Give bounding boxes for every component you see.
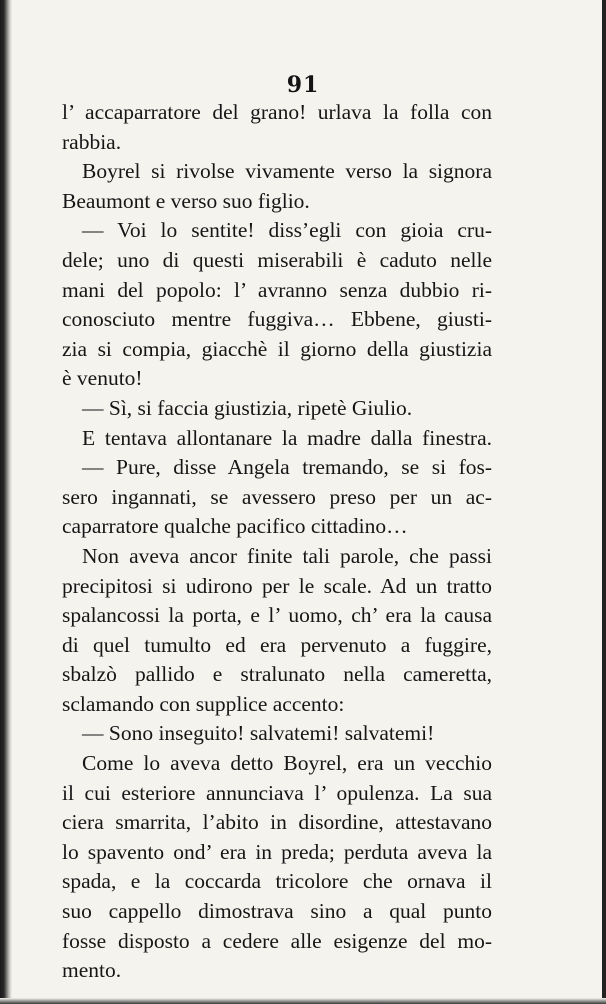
text-line: Boyrel si rivolse vivamente verso la signora: [82, 159, 492, 184]
text-line: mento.: [62, 958, 122, 983]
text-line: il cui esteriore annunciava l’ opulenza. La sua: [62, 780, 492, 805]
text-line: — Pure, disse Angela tremando, se si fos-: [82, 455, 492, 480]
text-line: ciera smarrita, l’abito in disordine, attestavano: [62, 810, 492, 835]
body-text: [62, 98, 492, 986]
text-line: dele; uno di questi miserabili è caduto nelle: [62, 247, 492, 272]
text-line: mani del popolo: l’ avranno senza dubbio ri-: [62, 277, 492, 302]
text-line: conosciuto mentre fuggiva… Ebbene, giusti-: [62, 307, 492, 332]
text-line: — Voi lo sentite! diss’egli con gioia cru-: [82, 218, 492, 243]
text-line: caparratore qualche pacifico cittadino…: [62, 514, 408, 539]
text-line: sero ingannati, se avessero preso per un ac-: [62, 484, 492, 509]
text-line: di quel tumulto ed era pervenuto a fuggire,: [62, 632, 492, 657]
text-line: lo spavento ond’ era in preda; perduta aveva la: [62, 839, 492, 864]
text-line: Come lo aveva detto Boyrel, era un vecchio: [82, 751, 492, 776]
text-line: è venuto!: [62, 366, 143, 391]
text-line: Beaumont e verso suo figlio.: [62, 188, 310, 213]
text-line: spalancossi la porta, e l’ uomo, ch’ era la causa: [62, 603, 492, 628]
text-line: E tentava allontanare la madre dalla finestra.: [82, 425, 492, 450]
text-line: spada, e la coccarda tricolore che ornava il: [62, 869, 492, 894]
page-number: 91: [286, 72, 320, 98]
text-line: l’ accaparratore del grano! urlava la folla con: [62, 100, 492, 124]
page-right-edge: [602, 0, 606, 1004]
page-bottom-edge: [0, 998, 606, 1004]
page-binding-shadow: [0, 0, 12, 1004]
text-line: rabbia.: [62, 129, 122, 154]
text-line: zia si compia, giacchè il giorno della giustizia: [62, 336, 492, 361]
text-line: suo cappello dimostrava sino a qual punto: [62, 899, 492, 924]
text-line: sclamando con supplice accento:: [62, 691, 345, 716]
text-line: Non aveva ancor finite tali parole, che passi: [82, 543, 492, 568]
text-line: — Sono inseguito! salvatemi! salvatemi!: [82, 721, 435, 746]
text-line: precipitosi si udirono per le scale. Ad un tratto: [62, 573, 492, 598]
text-line: — Sì, si faccia giustizia, ripetè Giulio.: [82, 395, 413, 420]
text-line: fosse disposto a cedere alle esigenze del mo-: [62, 928, 492, 953]
text-line: sbalzò pallido e stralunato nella cameretta,: [62, 662, 492, 687]
